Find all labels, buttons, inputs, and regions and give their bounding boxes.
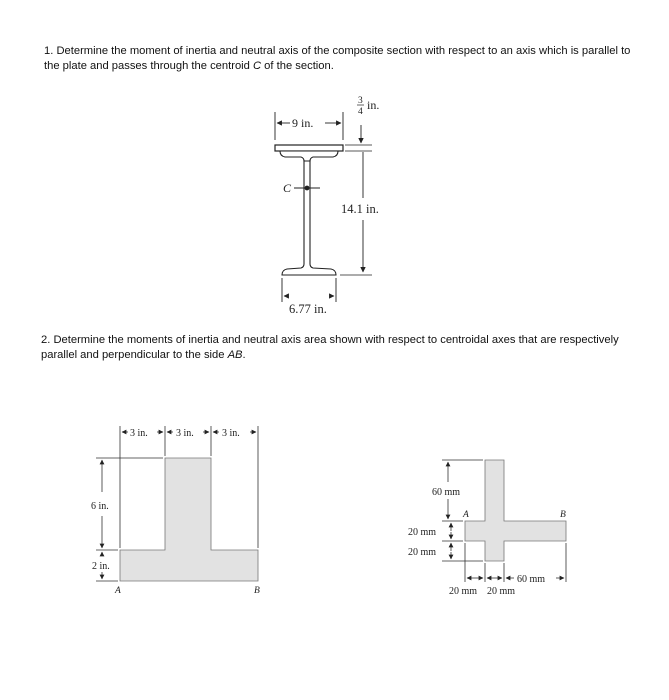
corner-a-label: A <box>115 586 121 596</box>
dim-left-1: 6 in. <box>91 501 109 512</box>
figure-3-cross <box>408 460 566 597</box>
dim-left-2: 2 in. <box>92 561 110 572</box>
figure-1-ibeam <box>275 96 379 316</box>
problem-2-part-b: . <box>242 349 246 361</box>
dim-bottom-mid: 20 mm <box>487 586 516 597</box>
problem-2-part-a: 2. Determine the moments of inertia and neutral axis area shown with respect to centroidal axes that are respectively parallel and perpendicular to the side <box>41 334 619 361</box>
bottom-flange <box>282 264 336 275</box>
dim-60-vertical: 60 mm <box>432 487 461 498</box>
problem-1-centroid-ref: C <box>252 60 262 72</box>
centroid-marker <box>305 186 310 191</box>
dim-plate-den: 4 <box>358 107 363 117</box>
corner-b-label: B <box>254 586 260 596</box>
problem-2-side-ref: AB <box>227 349 243 361</box>
dim-20-a: 20 mm <box>408 527 437 538</box>
dim-bottom-right: 60 mm <box>517 574 546 585</box>
top-flange <box>280 151 338 161</box>
dim-depth: 14.1 in. <box>341 202 379 216</box>
point-a-label: A <box>463 510 469 520</box>
dim-9in: 9 in. <box>292 116 314 130</box>
dim-top-2: 3 in. <box>176 428 194 439</box>
tee-shape <box>120 458 258 581</box>
figure-2-tee <box>91 426 260 596</box>
dim-top-3: 3 in. <box>222 428 240 439</box>
centroid-label: C <box>283 181 292 195</box>
dim-top-1: 3 in. <box>130 428 148 439</box>
dim-flange-width: 6.77 in. <box>289 302 327 316</box>
problem-1-part-a: 1. Determine the moment of inertia and neutral axis of the composite section with respect to an axis which is parallel to the plate and passes through the centroid <box>44 45 631 72</box>
point-b-label: B <box>560 510 566 520</box>
dim-bottom-left: 20 mm <box>449 586 478 597</box>
problem-1-part-b: of the section. <box>261 60 334 72</box>
cross-shape <box>465 460 566 561</box>
dim-plate-num: 3 <box>358 96 363 106</box>
cover-plate <box>275 145 343 151</box>
dim-plate-unit: in. <box>367 98 380 112</box>
dim-20-b: 20 mm <box>408 547 437 558</box>
